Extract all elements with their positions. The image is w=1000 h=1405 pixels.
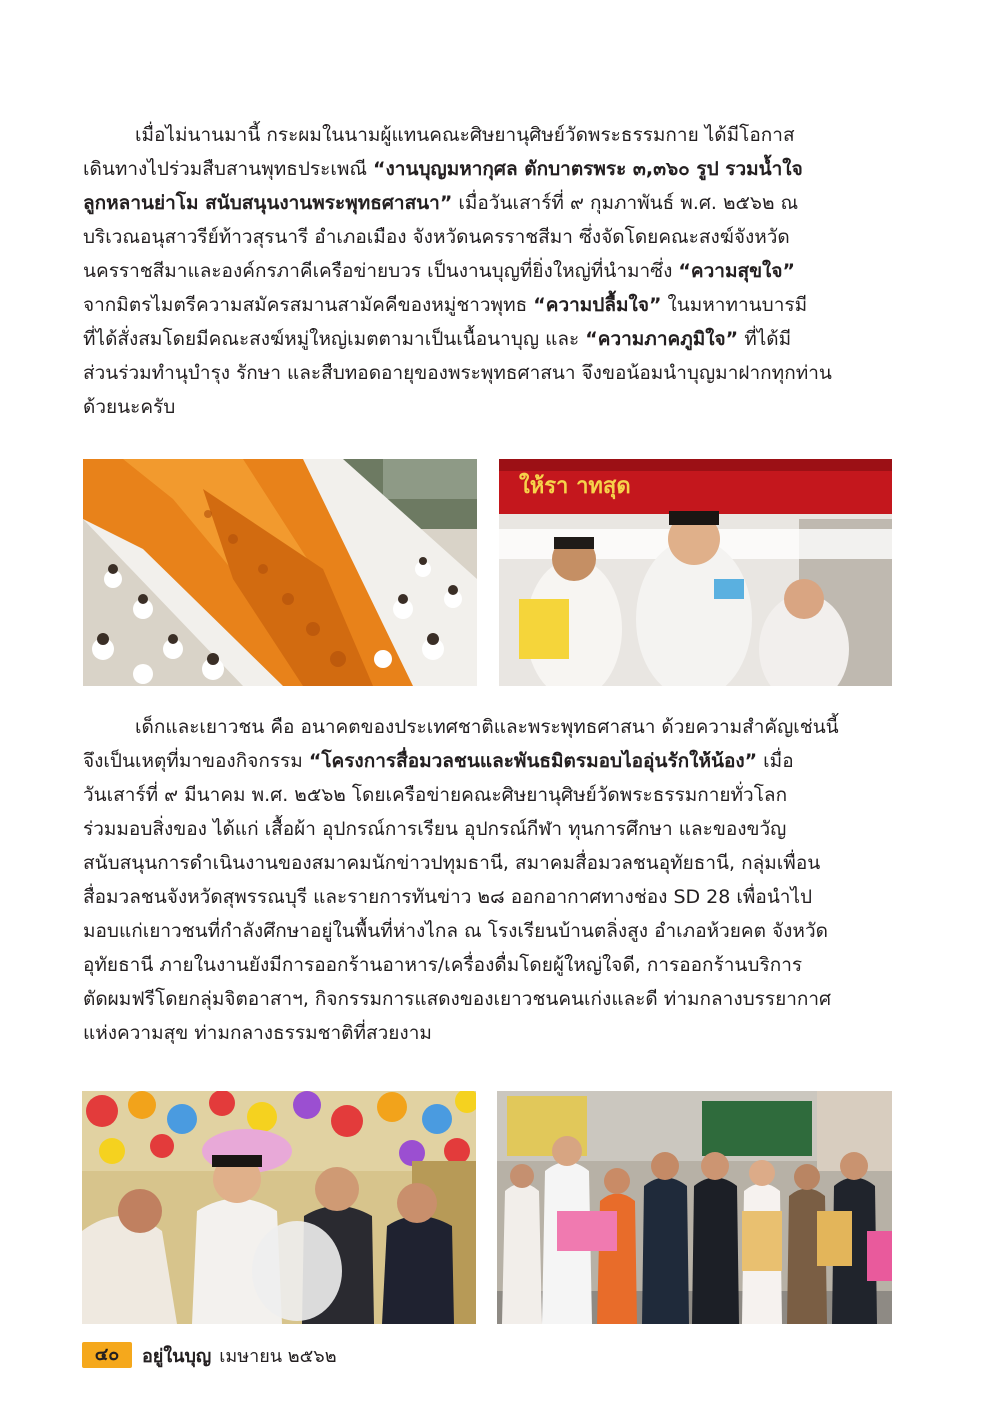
p1-line: เมื่อไม่นานมานี้ กระผมในนามผู้แทนคณะศิษยานุศิษย์วัดพระธรรมกาย ได้มีโอกาส xyxy=(135,124,795,146)
p2-line: วันเสาร์ที่ ๙ มีนาคม พ.ศ. ๒๕๖๒ โดยเครือข่ายคณะศิษยานุศิษย์วัดพระธรรมกายทั่วโลก xyxy=(83,784,788,806)
p2-line: ร่วมมอบสิ่งของ ได้แก่ เสื้อผ้า อุปกรณ์การเรียน อุปกรณ์กีฬา ทุนการศึกษา และของขวัญ xyxy=(83,818,787,840)
photo-offering-group xyxy=(499,459,892,686)
p1-line: จากมิตรไมตรีความสมัครสมานสามัคคีของหมู่ชาวพุทธ “ความปลื้มใจ” ในมหาทานบารมี xyxy=(83,294,808,316)
page-footer xyxy=(82,1342,337,1368)
issue-date: เมษายน ๒๕๖๒ xyxy=(219,1345,337,1367)
p1-line: ที่ได้สั่งสมโดยมีคณะสงฆ์หมู่ใหญ่เมตตามาเป็นเนื้อนาบุญ และ “ความภาคภูมิใจ” ที่ได้มี xyxy=(83,328,792,350)
p1-line: ลูกหลานย่าโม สนับสนุนงานพระพุทธศาสนา” เมื่อวันเสาร์ที่ ๙ กุมภาพันธ์ พ.ศ. ๒๕๖๒ ณ xyxy=(83,192,799,214)
photo-group-gifts xyxy=(497,1091,892,1324)
magazine-name: อยู่ในบุญ xyxy=(142,1345,212,1367)
photo-monks-alms-round xyxy=(83,459,477,686)
p2-line: จึงเป็นเหตุที่มาของกิจกรรม “โครงการสื่อมวลชนและพันธมิตรมอบไออุ่นรักให้น้อง” เมื่อ xyxy=(83,750,794,772)
p2-line: แห่งความสุข ท่ามกลางธรรมชาติที่สวยงาม xyxy=(83,1022,432,1044)
page-number: ๔๐ xyxy=(82,1342,132,1368)
photo-donation-handover xyxy=(82,1091,476,1324)
p2-line: มอบแก่เยาวชนที่กำลังศึกษาอยู่ในพื้นที่ห่างไกล ณ โรงเรียนบ้านตลิ่งสูง อำเภอห้วยคต จังหวัด xyxy=(83,920,828,942)
p1-line: นครราชสีมาและองค์กรภาคีเครือข่ายบวร เป็นงานบุญที่ยิ่งใหญ่ที่นำมาซึ่ง “ความสุขใจ” xyxy=(83,260,795,282)
p1-line: ส่วนร่วมทำนุบำรุง รักษา และสืบทอดอายุของพระพุทธศาสนา จึงขอน้อมนำบุญมาฝากทุกท่าน xyxy=(83,362,832,384)
sign-text: ให้รา าทสุด xyxy=(519,474,631,499)
p2-line: สนับสนุนการดำเนินงานของสมาคมนักข่าวปทุมธานี, สมาคมสื่อมวลชนอุทัยธานี, กลุ่มเพื่อน xyxy=(83,852,821,874)
p2-line: สื่อมวลชนจังหวัดสุพรรณบุรี และรายการทันข่าว ๒๘ ออกอากาศทางช่อง SD 28 เพื่อนำไป xyxy=(83,886,813,908)
p1-line: เดินทางไปร่วมสืบสานพุทธประเพณี “งานบุญมหากุศล ตักบาตรพระ ๓,๓๖๐ รูป รวมน้ำใจ xyxy=(83,158,803,180)
p2-line: ตัดผมฟรีโดยกลุ่มจิตอาสาฯ, กิจกรรมการแสดงของเยาวชนคนเก่งและดี ท่ามกลางบรรยากาศ xyxy=(83,988,832,1010)
p2-line: เด็กและเยาวชน คือ อนาคตของประเทศชาติและพระพุทธศาสนา ด้วยความสำคัญเช่นนี้ xyxy=(135,716,839,738)
p2-line: อุทัยธานี ภายในงานยังมีการออกร้านอาหาร/เครื่องดื่มโดยผู้ใหญ่ใจดี, การออกร้านบริการ xyxy=(83,954,803,976)
p1-line: บริเวณอนุสาวรีย์ท้าวสุรนารี อำเภอเมือง จังหวัดนครราชสีมา ซึ่งจัดโดยคณะสงฆ์จังหวัด xyxy=(83,226,790,248)
paragraph-1 xyxy=(83,118,893,424)
p1-line: ด้วยนะครับ xyxy=(83,396,176,418)
paragraph-2 xyxy=(83,710,893,1050)
